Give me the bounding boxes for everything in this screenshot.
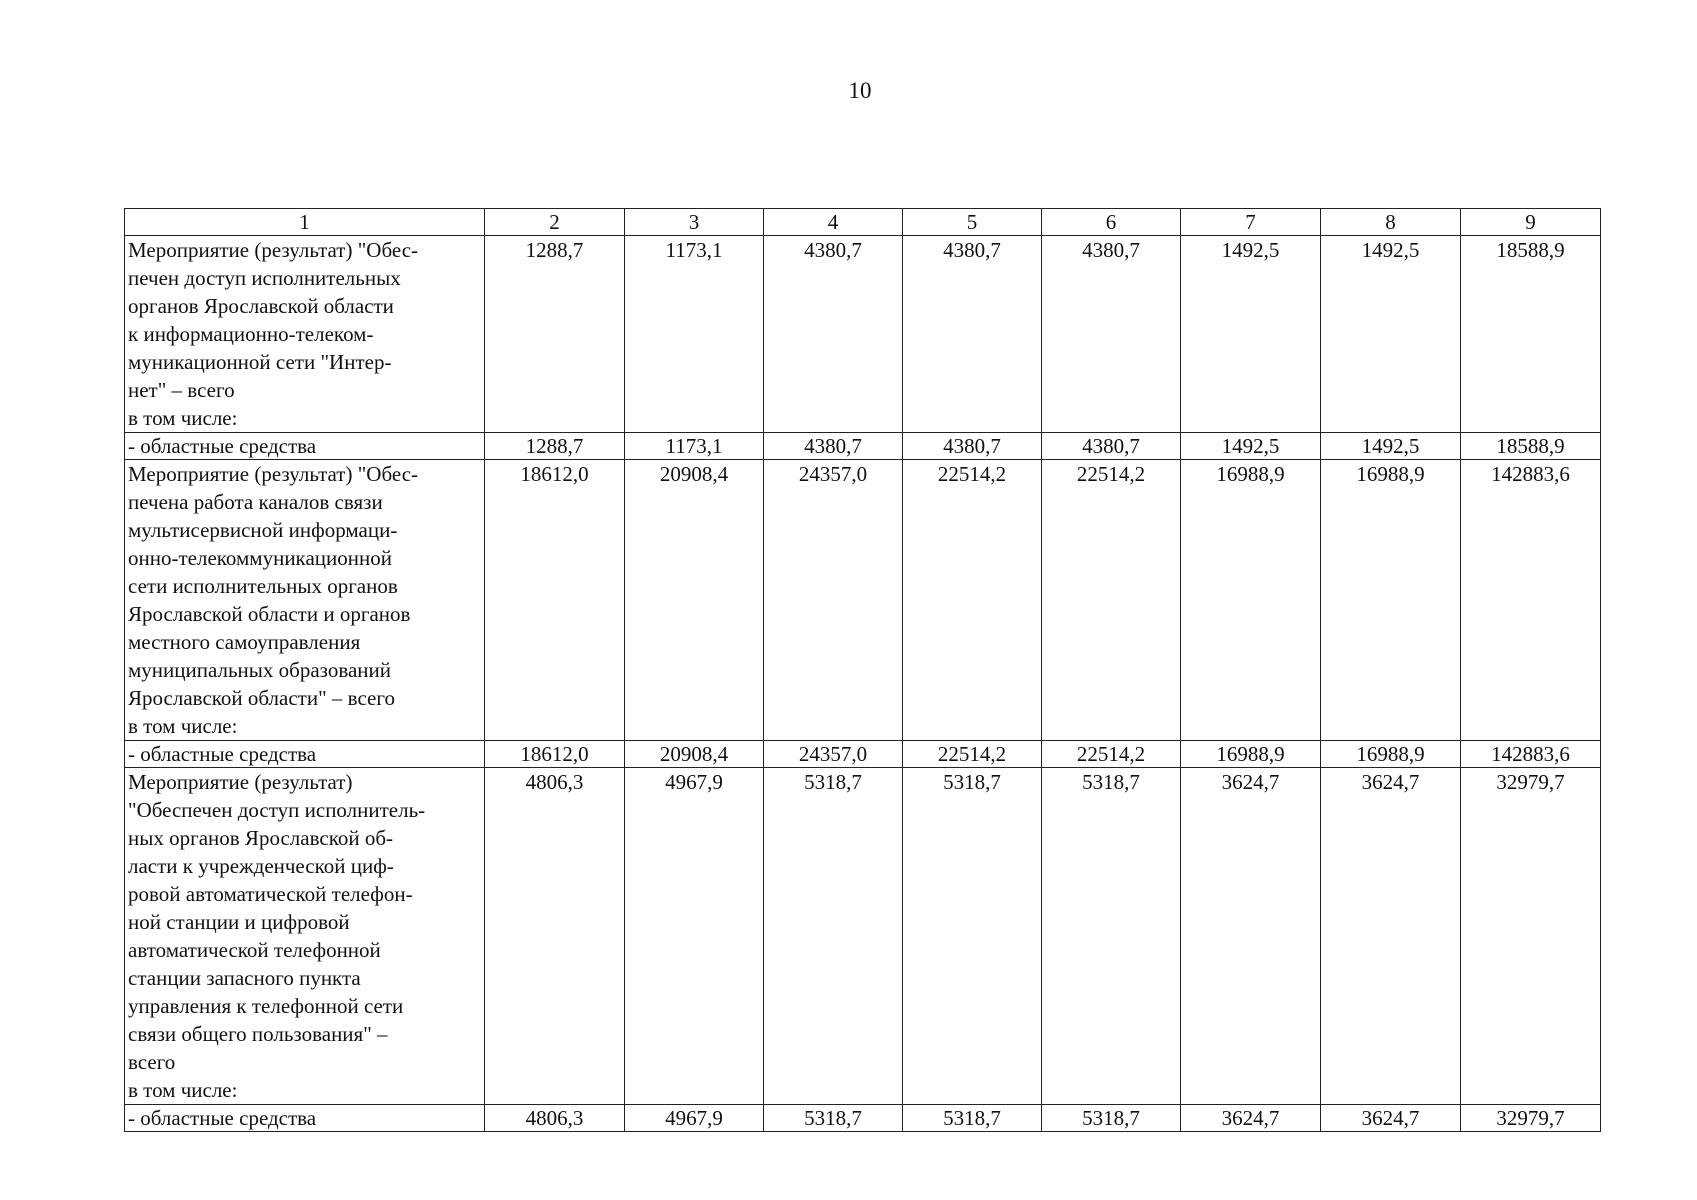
value-cell: 18588,9 xyxy=(1461,433,1601,460)
value-cell: 24357,0 xyxy=(764,741,903,768)
value-cell: 22514,2 xyxy=(903,741,1042,768)
table-row-regional-funds xyxy=(125,433,1601,460)
value-cell: 4380,7 xyxy=(764,236,903,433)
value-cell: 22514,2 xyxy=(1042,460,1181,741)
value-cell: 22514,2 xyxy=(903,460,1042,741)
funding-source-label: - областные средства xyxy=(125,433,485,460)
value-cell: 1492,5 xyxy=(1181,433,1321,460)
value-cell: 3624,7 xyxy=(1181,768,1321,1105)
table-row-regional-funds xyxy=(125,741,1601,768)
column-number: 5 xyxy=(903,209,1042,236)
page-number: 10 xyxy=(848,78,872,103)
column-number: 6 xyxy=(1042,209,1181,236)
column-number: 3 xyxy=(625,209,764,236)
value-cell: 20908,4 xyxy=(625,741,764,768)
value-cell: 18612,0 xyxy=(485,741,625,768)
value-cell: 142883,6 xyxy=(1461,741,1601,768)
table-header-row xyxy=(125,209,1601,236)
value-cell: 1492,5 xyxy=(1181,236,1321,433)
value-cell: 4967,9 xyxy=(625,768,764,1105)
value-cell: 4380,7 xyxy=(764,433,903,460)
value-cell: 4806,3 xyxy=(485,768,625,1105)
value-cell: 5318,7 xyxy=(903,1105,1042,1132)
value-cell: 18588,9 xyxy=(1461,236,1601,433)
value-cell: 3624,7 xyxy=(1321,768,1461,1105)
value-cell: 142883,6 xyxy=(1461,460,1601,741)
table-row-regional-funds xyxy=(125,1105,1601,1132)
value-cell: 5318,7 xyxy=(1042,1105,1181,1132)
value-cell: 5318,7 xyxy=(903,768,1042,1105)
value-cell: 18612,0 xyxy=(485,460,625,741)
value-cell: 24357,0 xyxy=(764,460,903,741)
value-cell: 16988,9 xyxy=(1321,460,1461,741)
value-cell: 1173,1 xyxy=(625,236,764,433)
value-cell: 1492,5 xyxy=(1321,236,1461,433)
value-cell: 32979,7 xyxy=(1461,1105,1601,1132)
measure-label: Мероприятие (результат) "Обес- печена работа каналов связи мультисервисной информаци- онно-телекоммуникационной сети исполнительных органов Ярославской области и органов местного самоуправления муниципальных образований Ярославской области" – всего в том числе: xyxy=(125,460,485,741)
funding-source-label: - областные средства xyxy=(125,741,485,768)
column-number: 7 xyxy=(1181,209,1321,236)
value-cell: 16988,9 xyxy=(1181,460,1321,741)
value-cell: 3624,7 xyxy=(1321,1105,1461,1132)
funding-source-label: - областные средства xyxy=(125,1105,485,1132)
value-cell: 32979,7 xyxy=(1461,768,1601,1105)
table-row xyxy=(125,768,1601,1105)
value-cell: 3624,7 xyxy=(1181,1105,1321,1132)
value-cell: 1492,5 xyxy=(1321,433,1461,460)
table-row xyxy=(125,236,1601,433)
table-row xyxy=(125,460,1601,741)
value-cell: 1288,7 xyxy=(485,433,625,460)
measure-label: Мероприятие (результат) "Обеспечен доступ исполнитель- ных органов Ярославской об- ласти к учрежденческой циф- ровой автоматической телефон- ной станции и цифровой автоматической телефонной станции запасного пункта управления к телефонной сети связи общего пользования" – всего в том числе: xyxy=(125,768,485,1105)
value-cell: 20908,4 xyxy=(625,460,764,741)
value-cell: 5318,7 xyxy=(1042,768,1181,1105)
value-cell: 4806,3 xyxy=(485,1105,625,1132)
value-cell: 4967,9 xyxy=(625,1105,764,1132)
column-number: 4 xyxy=(764,209,903,236)
value-cell: 4380,7 xyxy=(1042,236,1181,433)
value-cell: 5318,7 xyxy=(764,1105,903,1132)
value-cell: 16988,9 xyxy=(1181,741,1321,768)
value-cell: 1288,7 xyxy=(485,236,625,433)
column-number: 2 xyxy=(485,209,625,236)
measure-label: Мероприятие (результат) "Обес- печен доступ исполнительных органов Ярославской области к информационно-телеком- муникационной сети "Интер- нет" – всего в том числе: xyxy=(125,236,485,433)
value-cell: 1173,1 xyxy=(625,433,764,460)
value-cell: 4380,7 xyxy=(903,236,1042,433)
column-number: 8 xyxy=(1321,209,1461,236)
column-number: 9 xyxy=(1461,209,1601,236)
column-number: 1 xyxy=(125,209,485,236)
value-cell: 22514,2 xyxy=(1042,741,1181,768)
value-cell: 5318,7 xyxy=(764,768,903,1105)
value-cell: 4380,7 xyxy=(903,433,1042,460)
budget-table xyxy=(124,208,1601,1132)
value-cell: 16988,9 xyxy=(1321,741,1461,768)
value-cell: 4380,7 xyxy=(1042,433,1181,460)
